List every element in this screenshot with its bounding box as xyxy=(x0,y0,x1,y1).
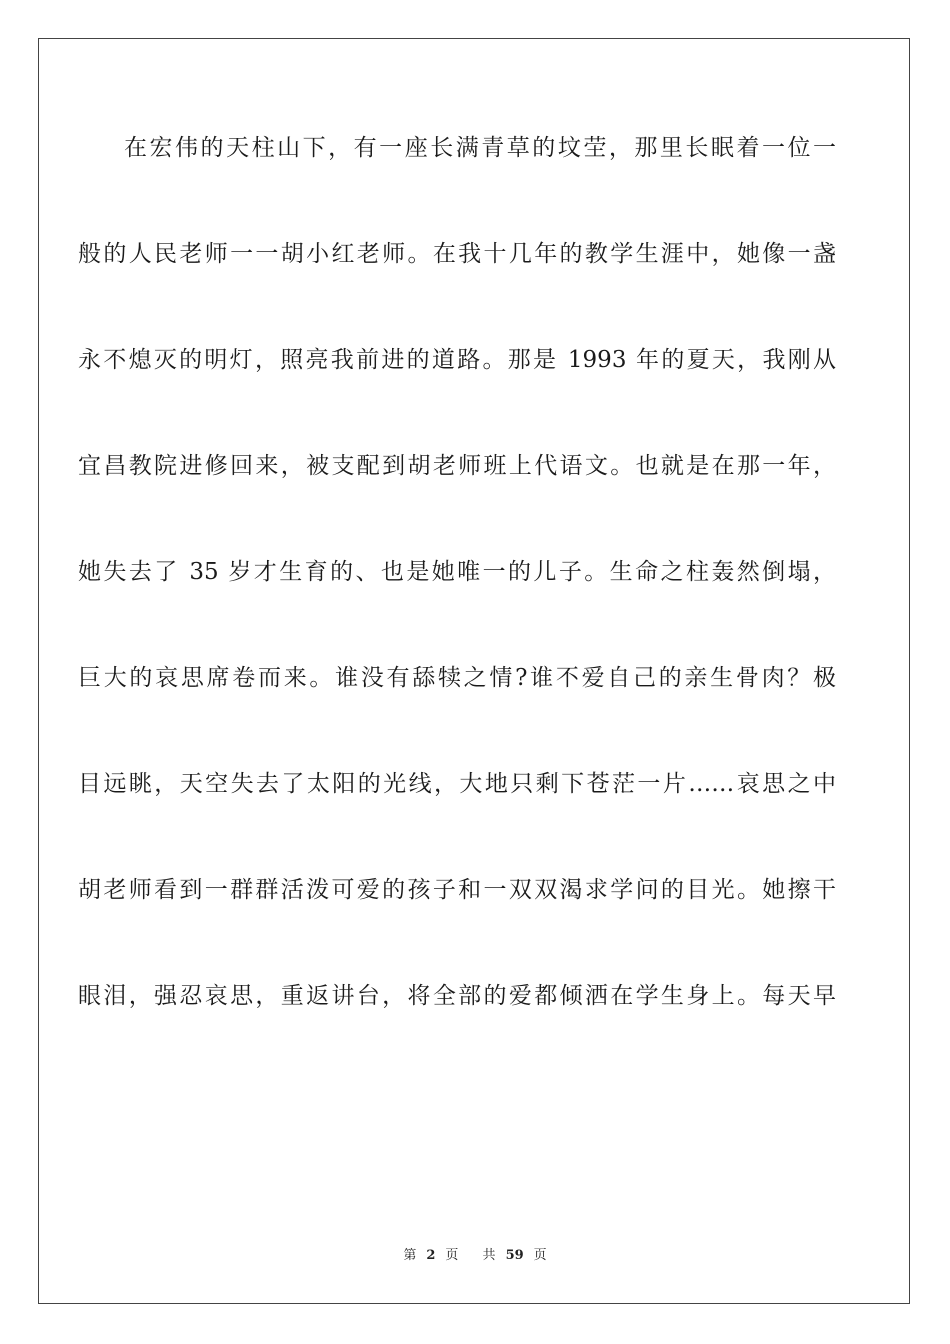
total-pages-indicator xyxy=(478,1248,552,1263)
total-prefix: 共 xyxy=(482,1248,496,1263)
total-pages: 59 xyxy=(505,1248,524,1263)
page-number: 2 xyxy=(426,1248,436,1263)
text-line: 目远眺，天空失去了太阳的光线，大地只剩下苍茫一片……哀思之中 xyxy=(78,771,836,797)
text-line: 宜昌教院进修回来，被支配到胡老师班上代语文。也就是在那一年， xyxy=(78,453,836,479)
text-line: 胡老师看到一群群活泼可爱的孩子和一双双渴求学问的目光。她擦干 xyxy=(78,877,836,903)
text-line: 般的人民老师一一胡小红老师。在我十几年的教学生涯中，她像一盏 xyxy=(78,241,836,267)
text-line: 眼泪，强忍哀思，重返讲台，将全部的爱都倾洒在学生身上。每天早 xyxy=(78,983,836,1009)
text-line: 她失去了 35 岁才生育的、也是她唯一的儿子。生命之柱轰然倒塌， xyxy=(78,559,836,585)
text-line: 永不熄灭的明灯，照亮我前进的道路。那是 1993 年的夏天，我刚从 xyxy=(78,347,836,373)
page-footer xyxy=(0,1244,950,1263)
page-prefix: 第 xyxy=(403,1248,417,1263)
text-line: 巨大的哀思席卷而来。谁没有舔犊之情?谁不爱自己的亲生骨肉？极 xyxy=(78,665,836,691)
page-indicator xyxy=(398,1248,463,1263)
page-suffix: 页 xyxy=(445,1248,459,1263)
total-suffix: 页 xyxy=(533,1248,547,1263)
text-line: 在宏伟的天柱山下，有一座长满青草的坟茔，那里长眠着一位一 xyxy=(124,135,836,161)
